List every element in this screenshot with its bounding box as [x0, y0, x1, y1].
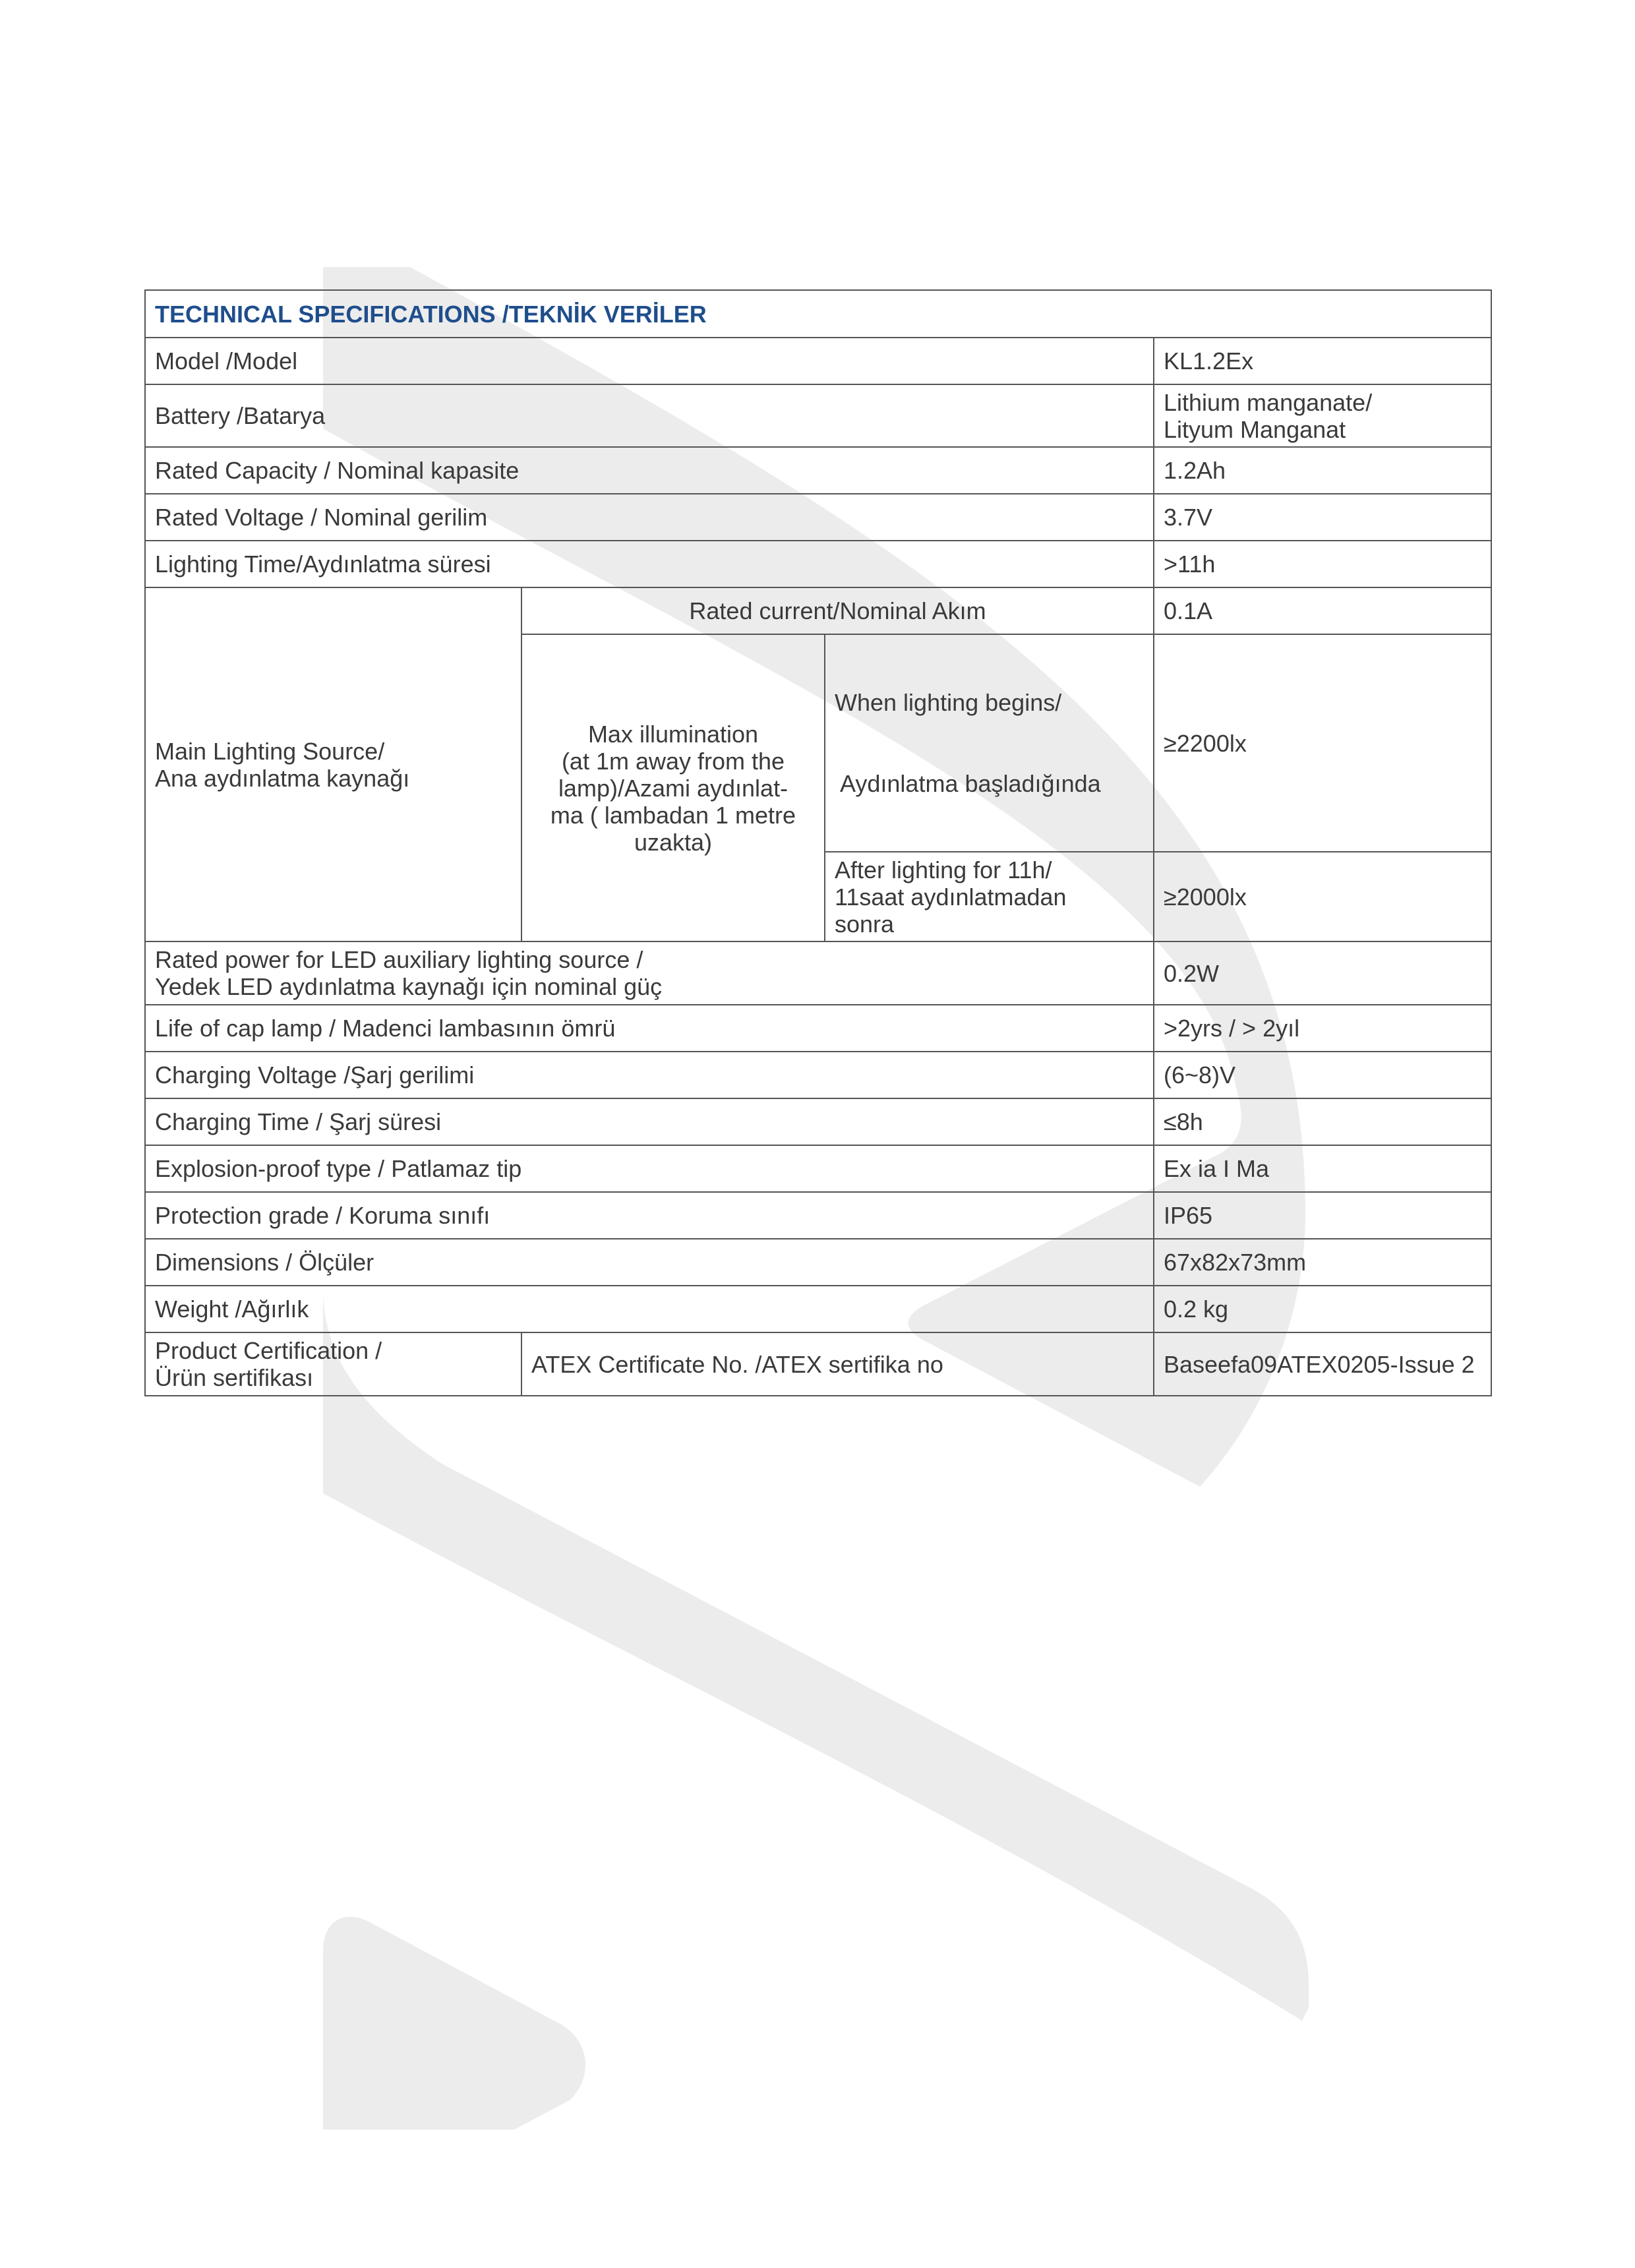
certification-label-line2: Ürün sertifikası — [155, 1364, 314, 1391]
spec-label-weight: Weight /Ağırlık — [145, 1286, 1154, 1332]
spec-value-rated-capacity: 1.2Ah — [1154, 447, 1491, 494]
table-row-protection — [145, 1192, 1491, 1239]
lighting-after-line3: sonra — [835, 910, 895, 938]
spec-label-rated-capacity: Rated Capacity / Nominal kapasite — [145, 447, 1154, 494]
max-illumination-line3: lamp)/Azami aydınlat- — [558, 774, 788, 802]
table-row-charging-voltage — [145, 1052, 1491, 1098]
table-title: TECHNICAL SPECIFICATIONS /TEKNİK VERİLER — [145, 290, 1491, 338]
max-illumination-line4: ma ( lambadan 1 metre — [550, 801, 796, 829]
spec-value-charging-voltage: (6~8)V — [1154, 1052, 1491, 1098]
spec-label-life: Life of cap lamp / Madenci lambasının ömrü — [145, 1005, 1154, 1052]
spec-label-charging-time: Charging Time / Şarj süresi — [145, 1098, 1154, 1145]
table-row-model — [145, 338, 1491, 384]
lighting-after-line2: 11saat aydınlatmadan — [835, 883, 1067, 910]
table-row-lighting-time — [145, 541, 1491, 587]
spec-label-certification — [145, 1332, 521, 1396]
table-row-battery — [145, 384, 1491, 447]
table-row-rated-voltage — [145, 494, 1491, 541]
led-aux-label-line1: Rated power for LED auxiliary lighting source / — [155, 946, 643, 973]
spec-label-dimensions: Dimensions / Ölçüler — [145, 1239, 1154, 1286]
spec-value-lighting-after: ≥2000lx — [1154, 852, 1491, 941]
spec-value-charging-time: ≤8h — [1154, 1098, 1491, 1145]
max-illumination-line2: (at 1m away from the — [561, 747, 785, 775]
spec-value-protection: IP65 — [1154, 1192, 1491, 1239]
table-row-weight — [145, 1286, 1491, 1332]
spec-label-rated-voltage: Rated Voltage / Nominal gerilim — [145, 494, 1154, 541]
spec-label-led-aux — [145, 941, 1154, 1005]
spec-label-main-lighting — [145, 587, 521, 941]
max-illumination-line1: Max illumination — [587, 720, 759, 748]
spec-label-charging-voltage: Charging Voltage /Şarj gerilimi — [145, 1052, 1154, 1098]
spec-label-atex-certificate: ATEX Certificate No. /ATEX sertifika no — [521, 1332, 1154, 1396]
spec-value-rated-current: 0.1A — [1154, 587, 1491, 634]
table-row-certification — [145, 1332, 1491, 1396]
spec-value-model: KL1.2Ex — [1154, 338, 1491, 384]
spec-value-life: >2yrs / > 2yıl — [1154, 1005, 1491, 1052]
table-row-dimensions — [145, 1239, 1491, 1286]
main-lighting-label-line2: Ana aydınlatma kaynağı — [155, 764, 410, 792]
certification-label-line1: Product Certification / — [155, 1337, 382, 1364]
led-aux-label-line2: Yedek LED aydınlatma kaynağı için nominal güç — [155, 973, 663, 1000]
table-row-charging-time — [145, 1098, 1491, 1145]
spec-value-battery — [1154, 384, 1491, 447]
spec-label-protection: Protection grade / Koruma sınıfı — [145, 1192, 1154, 1239]
max-illumination-line5: uzakta) — [634, 828, 713, 856]
table-row-title — [145, 290, 1491, 338]
watermark-shape-tail — [323, 1917, 585, 2130]
spec-label-lighting-after — [825, 852, 1154, 941]
main-lighting-label-line1: Main Lighting Source/ — [155, 737, 385, 765]
battery-value-line2: Lityum Manganat — [1164, 415, 1346, 443]
spec-value-atex-certificate: Baseefa09ATEX0205-Issue 2 — [1154, 1332, 1491, 1396]
lighting-after-line1: After lighting for 11h/ — [835, 856, 1052, 883]
technical-specifications-table — [144, 289, 1492, 1396]
lighting-begins-line2: Aydınlatma başladığında — [835, 770, 1101, 797]
spec-label-explosion-proof: Explosion-proof type / Patlamaz tip — [145, 1145, 1154, 1192]
spec-label-lighting-begins — [825, 634, 1154, 852]
table-row-rated-capacity — [145, 447, 1491, 494]
spec-value-rated-voltage: 3.7V — [1154, 494, 1491, 541]
spec-value-led-aux: 0.2W — [1154, 941, 1491, 1005]
spec-label-lighting-time: Lighting Time/Aydınlatma süresi — [145, 541, 1154, 587]
spec-label-rated-current: Rated current/Nominal Akım — [521, 587, 1154, 634]
spec-label-battery: Battery /Batarya — [145, 384, 1154, 447]
spec-label-max-illumination — [521, 634, 825, 941]
spec-value-dimensions: 67x82x73mm — [1154, 1239, 1491, 1286]
battery-value-line1: Lithium manganate/ — [1164, 388, 1373, 416]
spec-value-explosion-proof: Ex ia I Ma — [1154, 1145, 1491, 1192]
table-row-life — [145, 1005, 1491, 1052]
spec-value-weight: 0.2 kg — [1154, 1286, 1491, 1332]
table-row-rated-current — [145, 587, 1491, 634]
spec-value-lighting-begins: ≥2200lx — [1154, 634, 1491, 852]
table-row-led-aux — [145, 941, 1491, 1005]
spec-label-model: Model /Model — [145, 338, 1154, 384]
lighting-begins-line1: When lighting begins/ — [835, 689, 1062, 716]
table-row-explosion-proof — [145, 1145, 1491, 1192]
spec-value-lighting-time: >11h — [1154, 541, 1491, 587]
